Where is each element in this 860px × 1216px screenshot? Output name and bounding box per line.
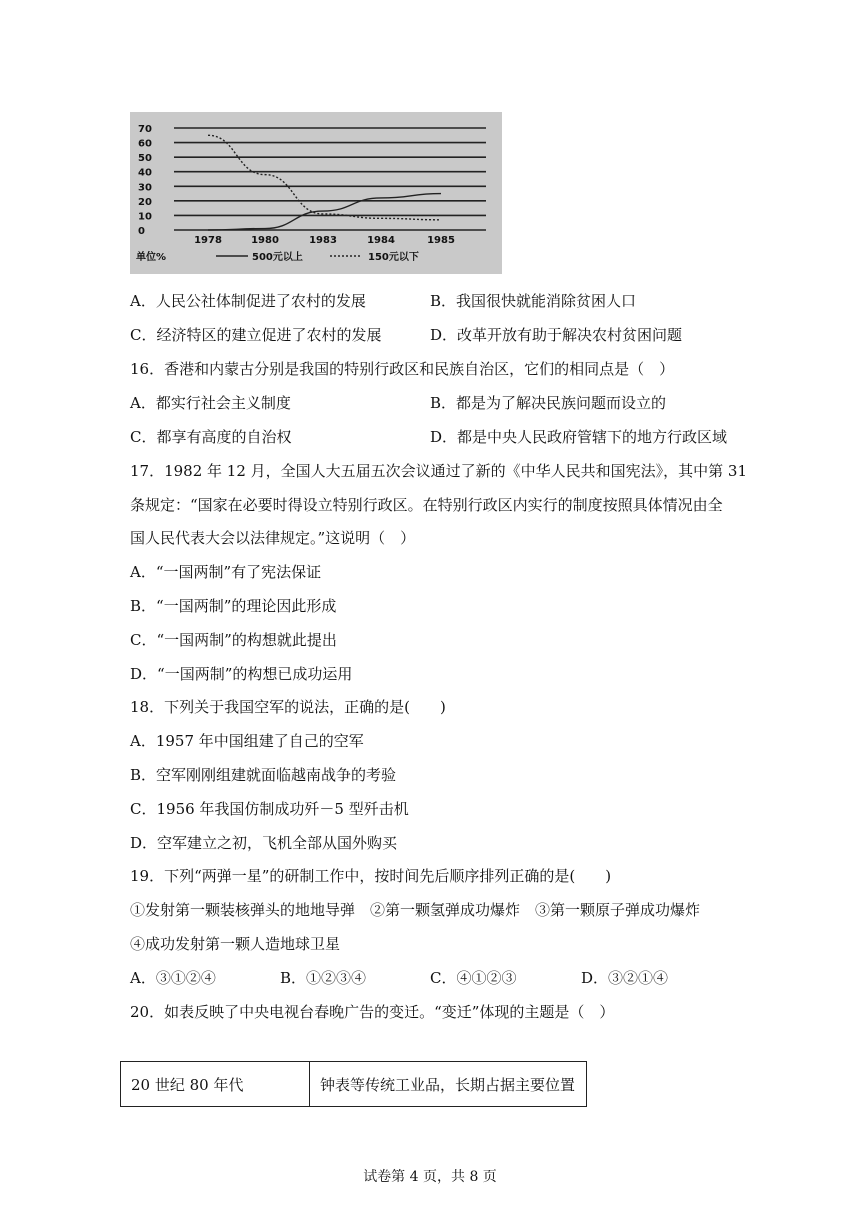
x-tick-label: 1983 [309,235,337,246]
y-tick-label: 60 [138,138,152,150]
y-tick-label: 10 [138,211,152,223]
table-row [121,1062,587,1107]
q15-option-c[interactable]: C．经济特区的建立促进了农村的发展 [130,326,382,344]
q16-option-d[interactable]: D．都是中央人民政府管辖下的地方行政区域 [430,428,728,446]
table-cell-period: 20 世纪 80 年代 [121,1062,310,1107]
legend-label: 150元以下 [368,252,419,263]
q19-items-line2: ④成功发射第一颗人造地球卫星 [130,935,341,953]
ad-table [120,1061,587,1107]
legend-label: 500元以上 [252,252,303,263]
q16-option-b[interactable]: B．都是为了解决民族问题而设立的 [430,394,667,412]
q16-option-c[interactable]: C．都享有高度的自治权 [130,428,292,446]
q17-option-d[interactable]: D．“一国两制”的构想已成功运用 [130,665,353,683]
q18-option-a[interactable]: A．1957 年中国组建了自己的空军 [130,732,364,750]
q18-option-c[interactable]: C．1956 年我国仿制成功歼－5 型歼击机 [130,800,409,818]
y-tick-label: 0 [138,226,145,237]
x-tick-label: 1985 [427,235,455,246]
q18-option-b[interactable]: B．空军刚刚组建就面临越南战争的考验 [130,766,397,784]
q19-option-b[interactable]: B．①②③④ [280,969,367,987]
q16-option-a[interactable]: A．都实行社会主义制度 [130,394,291,412]
q18-stem: 18．下列关于我国空军的说法，正确的是( ) [130,698,446,716]
line-chart [130,112,502,274]
y-tick-label: 20 [138,196,152,208]
y-tick-label: 30 [138,182,152,194]
table-cell-description: 钟表等传统工业品，长期占据主要位置 [310,1062,587,1107]
q19-option-c[interactable]: C．④①②③ [430,969,517,987]
x-tick-label: 1980 [251,235,279,246]
q17-option-c[interactable]: C．“一国两制”的构想就此提出 [130,631,337,649]
q17-option-a[interactable]: A．“一国两制”有了宪法保证 [130,563,322,581]
q19-items-line1: ①发射第一颗装核弹头的地地导弹 ②第一颗氢弹成功爆炸 ③第一颗原子弹成功爆炸 [130,901,701,919]
page-footer: 试卷第 4 页，共 8 页 [363,1169,497,1185]
q18-option-d[interactable]: D．空军建立之初，飞机全部从国外购买 [130,834,398,852]
q17-stem-line3: 国人民代表大会以法律规定。”这说明（ ） [130,529,416,547]
series-line-500-above [208,194,441,230]
chart-svg [130,112,502,274]
q19-stem: 19．下列“两弹一星”的研制工作中，按时间先后顺序排列正确的是( ) [130,867,612,885]
y-tick-label: 50 [138,153,152,165]
q19-option-a[interactable]: A．③①②④ [130,969,216,987]
q15-option-b[interactable]: B．我国很快就能消除贫困人口 [430,292,637,310]
q17-stem-line2: 条规定：“国家在必要时得设立特别行政区。在特别行政区内实行的制度按照具体情况由全 [130,496,723,514]
y-tick-label: 40 [138,167,152,179]
q19-option-d[interactable]: D．③②①④ [581,969,669,987]
q15-option-a[interactable]: A．人民公社体制促进了农村的发展 [130,292,366,310]
q20-stem: 20．如表反映了中央电视台春晚广告的变迁。“变迁”体现的主题是（ ） [130,1003,615,1021]
q15-option-d[interactable]: D．改革开放有助于解决农村贫困问题 [430,326,683,344]
legend-unit: 单位% [136,252,167,263]
q17-option-b[interactable]: B．“一国两制”的理论因此形成 [130,597,337,615]
x-tick-label: 1984 [367,235,395,246]
x-tick-label: 1978 [194,235,222,246]
q16-stem: 16．香港和内蒙古分别是我国的特别行政区和民族自治区，它们的相同点是（ ） [130,360,675,378]
y-tick-label: 70 [138,124,152,135]
series-line-150-below [208,135,441,220]
q17-stem-line1: 17．1982 年 12 月，全国人大五届五次会议通过了新的《中华人民共和国宪法》，其中第 31 [130,462,748,480]
